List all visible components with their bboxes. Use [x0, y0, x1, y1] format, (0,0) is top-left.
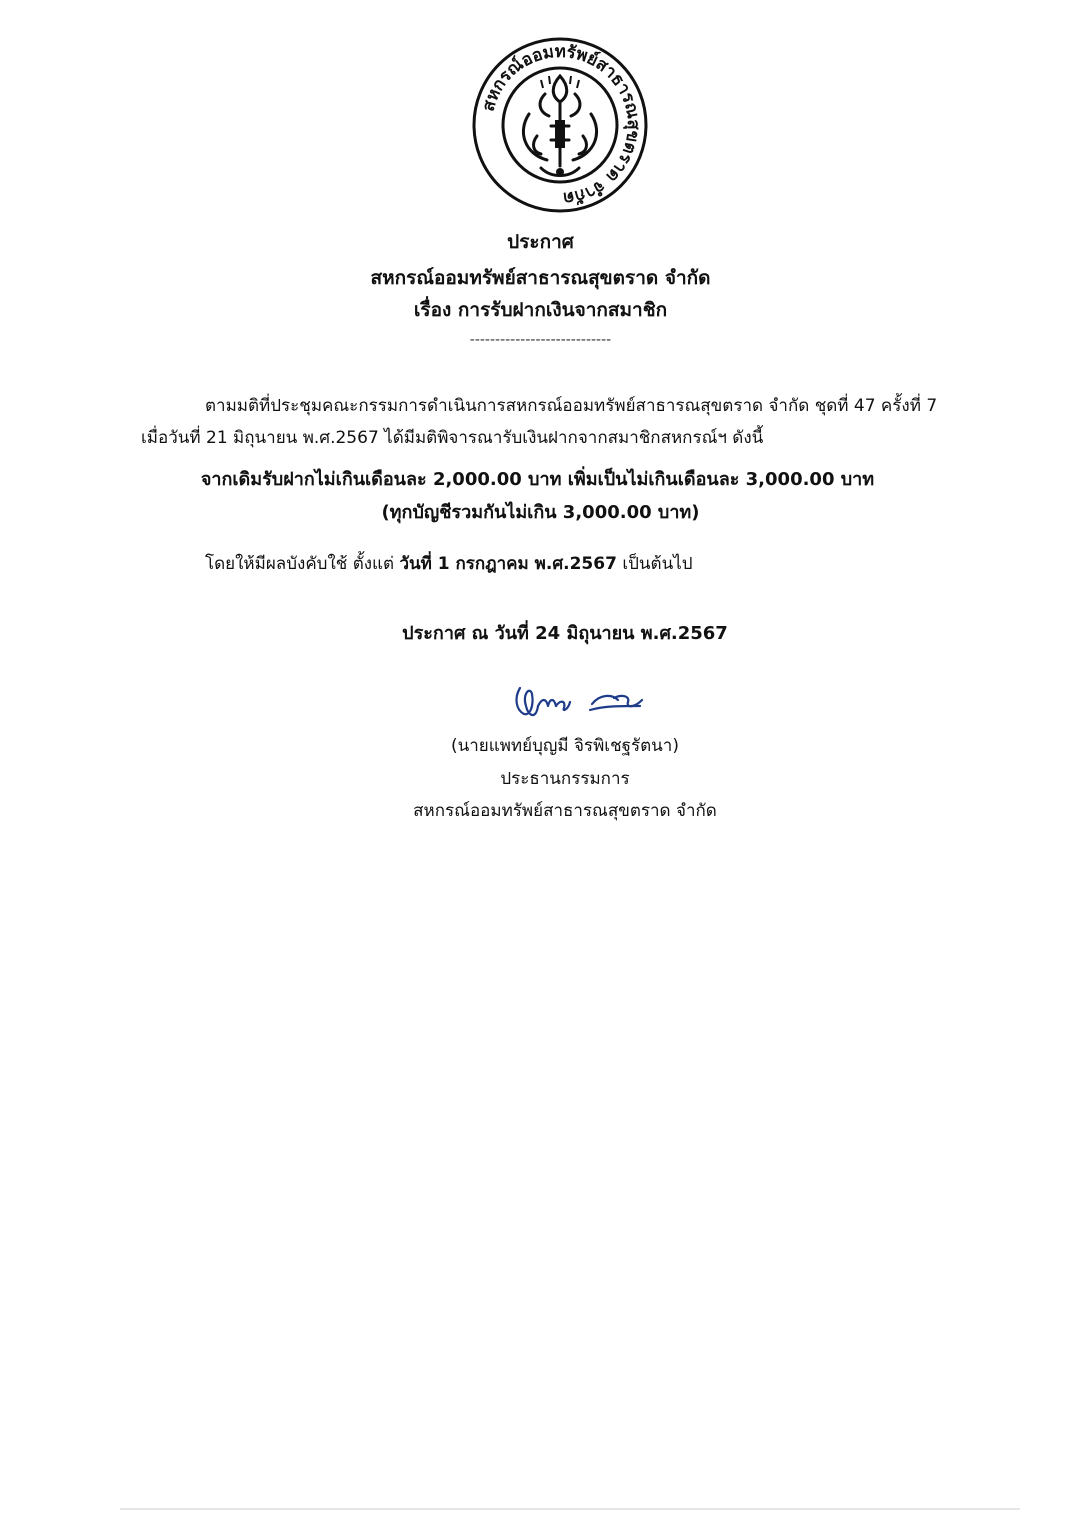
- signature-icon: [508, 676, 658, 726]
- effective-date: วันที่ 1 กรกฎาคม พ.ศ.2567: [399, 554, 617, 574]
- signer-organization: สหกรณ์ออมทรัพย์สาธารณสุขตราด จำกัด: [413, 801, 717, 821]
- deposit-limit-change: จากเดิมรับฝากไม่เกินเดือนละ 2,000.00 บาท เพิ่มเป็นไม่เกินเดือนละ 3,000.00 บาท: [200, 469, 875, 490]
- announcement-title: ประกาศ: [507, 231, 574, 253]
- deposit-limit-note: (ทุกบัญชีรวมกันไม่เกิน 3,000.00 บาท): [381, 502, 700, 523]
- effective-date-paragraph: [205, 550, 693, 578]
- signer-position: ประธานกรรมการ: [500, 769, 630, 789]
- signer-name: (นายแพทย์บุญมี จิรพิเชฐรัตนา): [451, 736, 679, 756]
- title-divider: ----------------------------: [469, 332, 612, 348]
- announcement-subject: เรื่อง การรับฝากเงินจากสมาชิก: [413, 299, 668, 321]
- resolution-paragraph-line-1: ตามมติที่ประชุมคณะกรรมการดำเนินการสหกรณ์ออมทรัพย์สาธารณสุขตราด จำกัด ชุดที่ 47 ครั้งที่ 7: [205, 396, 938, 416]
- announcement-date: ประกาศ ณ วันที่ 24 มิถุนายน พ.ศ.2567: [402, 623, 728, 644]
- cooperative-seal-icon: [471, 36, 649, 214]
- effective-suffix: เป็นต้นไป: [616, 554, 693, 574]
- svg-text:สหกรณ์ออมทรัพย์สาธารณสุขตราด จ: สหกรณ์ออมทรัพย์สาธารณสุขตราด จำกัด: [478, 41, 644, 209]
- resolution-paragraph-line-2: เมื่อวันที่ 21 มิถุนายน พ.ศ.2567 ได้มีมติพิจารณารับเงินฝากจากสมาชิกสหกรณ์ฯ ดังนี้: [141, 428, 764, 448]
- effective-prefix: โดยให้มีผลบังคับใช้ ตั้งแต่: [205, 554, 400, 574]
- organization-name: สหกรณ์ออมทรัพย์สาธารณสุขตราด จำกัด: [370, 267, 711, 289]
- scan-edge: [120, 1508, 1020, 1510]
